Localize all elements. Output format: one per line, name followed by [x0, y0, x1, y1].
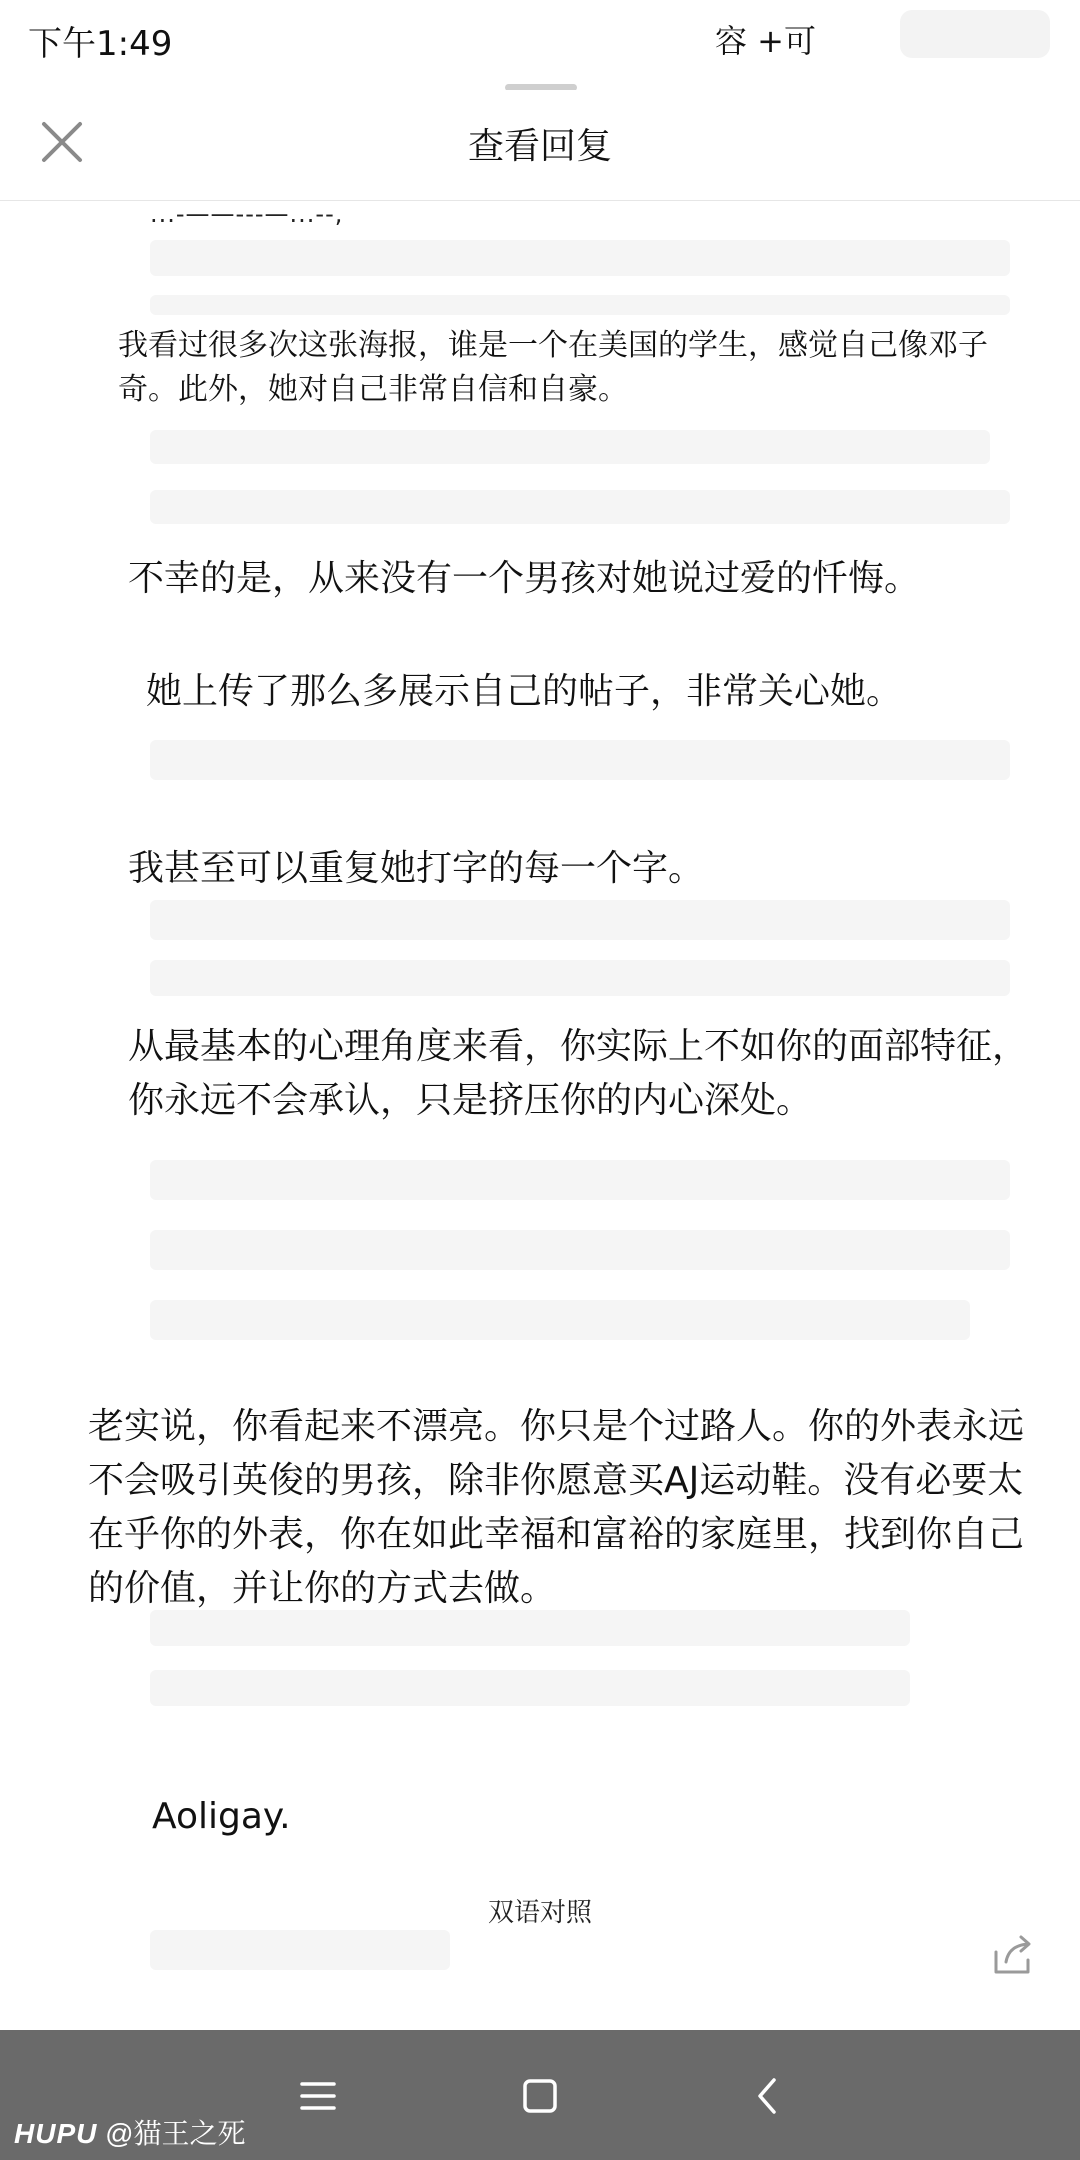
status-bar — [0, 0, 1080, 78]
ghost-block — [150, 740, 1010, 780]
ghost-block — [150, 240, 1010, 276]
reply-paragraph: 从最基本的心理角度来看，你实际上不如你的面部特征，你永远不会承认，只是挤压你的内心深处。 — [128, 1026, 1029, 1121]
page-title: 查看回复 — [467, 126, 612, 167]
ghost-block — [150, 1930, 450, 1970]
text-fragment: ...-——---—...--, — [150, 200, 344, 228]
bilingual-compare-button[interactable]: 双语对照 — [487, 1898, 592, 1928]
reply-paragraph: 她上传了那么多展示自己的帖子，非常关心她。 — [146, 671, 903, 712]
ghost-block — [150, 430, 990, 464]
reply-paragraph: 我甚至可以重复她打字的每一个字。 — [128, 848, 705, 889]
nav-menu-button[interactable] — [294, 2072, 342, 2120]
status-network: 容 +可 — [715, 22, 816, 60]
reply-content — [0, 200, 1080, 2030]
nav-back-button[interactable] — [744, 2072, 792, 2120]
header — [0, 90, 1080, 201]
ghost-block — [150, 1300, 970, 1340]
reply-paragraph: 我看过很多次这张海报，谁是一个在美国的学生，感觉自己像邓子奇。此外，她对自己非常自信和自豪。 — [118, 328, 988, 407]
nav-home-button[interactable] — [516, 2072, 564, 2120]
back-icon — [744, 2072, 792, 2120]
reply-signoff: Aoligay. — [152, 1796, 291, 1837]
ghost-block — [150, 1230, 1010, 1270]
watermark — [14, 2112, 246, 2152]
share-button[interactable] — [990, 1932, 1036, 1978]
reply-paragraph: 老实说，你看起来不漂亮。你只是个过路人。你的外表永远不会吸引英俊的男孩，除非你愿意买AJ运动鞋。没有必要太在乎你的外表，你在如此幸福和富裕的家庭里，找到你自己的价值，并让你的方式去做。 — [88, 1406, 1025, 1609]
menu-icon — [294, 2072, 342, 2120]
share-icon — [990, 1932, 1036, 1978]
watermark-handle: @猫王之死 — [105, 2118, 246, 2149]
ghost-block — [150, 490, 1010, 524]
ghost-block — [150, 1670, 910, 1706]
home-icon — [516, 2072, 564, 2120]
hupu-logo: HUPU — [14, 2118, 98, 2149]
ghost-block — [150, 900, 1010, 940]
status-indicators — [900, 10, 1050, 58]
status-time: 下午1:49 — [28, 24, 173, 64]
ghost-block — [150, 960, 1010, 996]
ghost-block — [150, 295, 1010, 315]
ghost-block — [150, 1160, 1010, 1200]
reply-paragraph: 不幸的是，从来没有一个男孩对她说过爱的忏悔。 — [128, 558, 921, 599]
